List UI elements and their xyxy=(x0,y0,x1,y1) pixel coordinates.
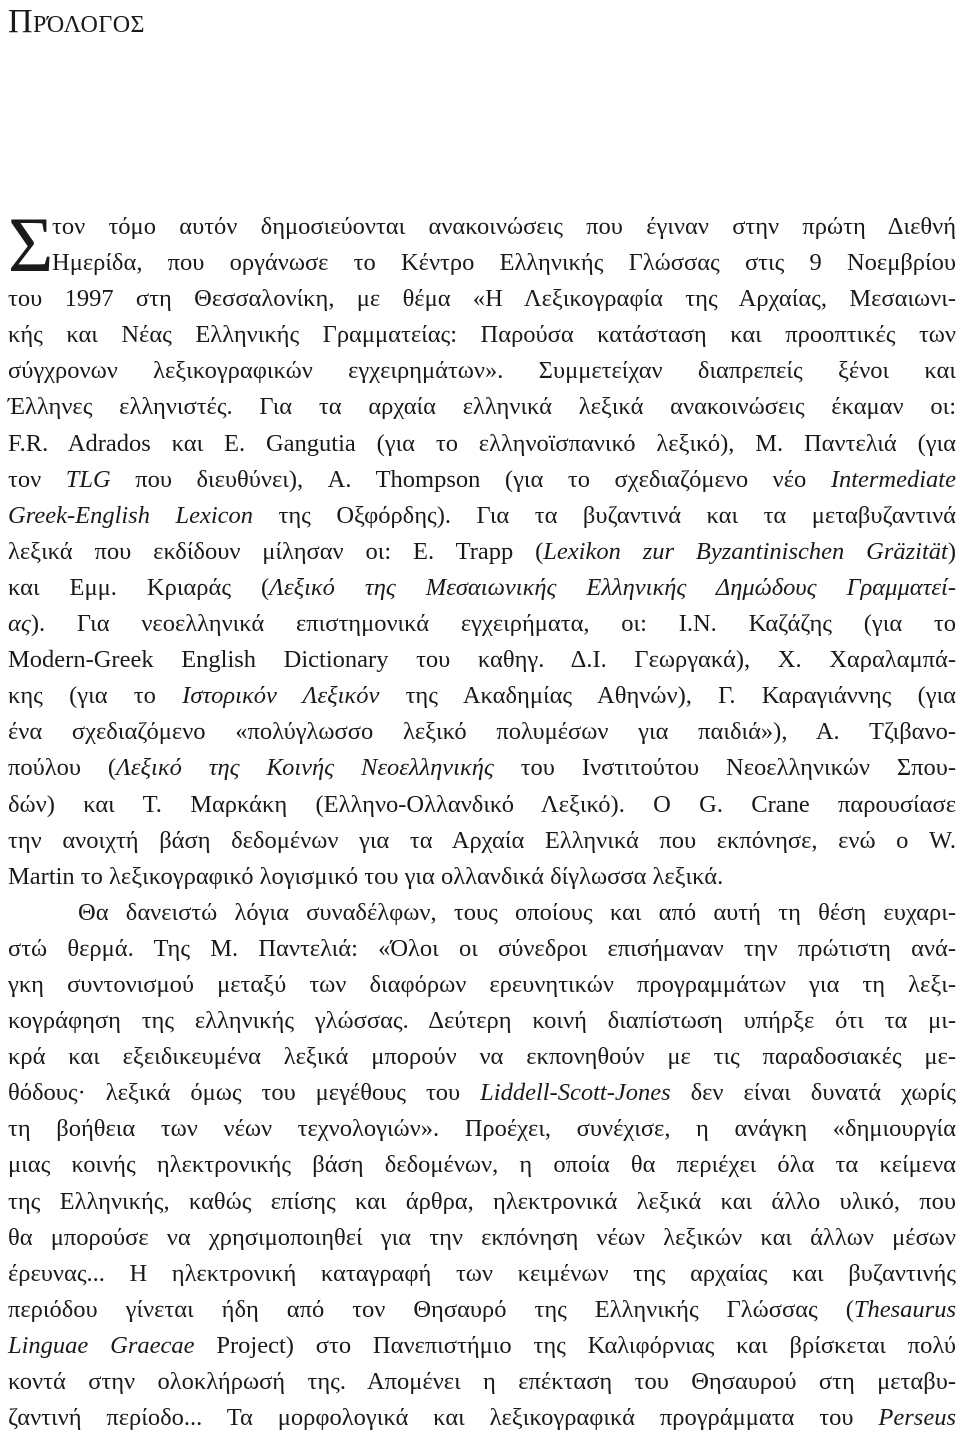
text-run: λεξικά που εκδίδουν μίλησαν οι: E. Trapp ( xyxy=(8,537,544,565)
text-line xyxy=(8,1075,956,1111)
text-run: που διευθύνει), A. Thompson (για το σχεδιαζόμενο νέο xyxy=(110,465,831,493)
text-line xyxy=(8,895,956,931)
text-line xyxy=(8,1184,956,1220)
text-line xyxy=(8,498,956,534)
text-line xyxy=(8,1220,956,1256)
text-run: ζαντινή περίοδο... Τα μορφολογικά και λεξικογραφικά προγράμματα του xyxy=(8,1404,879,1432)
text-line xyxy=(8,787,956,823)
text-run: κρά και εξειδικευμένα λεξικά μπορούν να εκπονηθούν με τις παραδοσιακές με- xyxy=(8,1043,956,1071)
text-run: κοντά στην ολοκλήρωσή της. Απομένει η επέκταση του Θησαυρού στη μεταβυ- xyxy=(8,1368,956,1395)
text-line xyxy=(8,967,956,1003)
text-line xyxy=(8,859,956,895)
text-run: κογράφηση της ελληνικής γλώσσας. Δεύτερη κοινή διαπίστωση υπήρξε ότι τα μι- xyxy=(8,1007,956,1035)
text-line xyxy=(8,462,956,498)
italic-text: Greek-English Lexicon xyxy=(8,501,254,529)
text-run: γκη συντονισμού μεταξύ των διαφόρων ερευνητικών προγραμμάτων για τη λεξι- xyxy=(8,970,956,998)
text-line xyxy=(8,389,956,425)
italic-text: Ιστορικόν Λεξικόν xyxy=(182,682,380,710)
text-line xyxy=(8,245,956,281)
text-run: σύγχρονων λεξικογραφικών εγχειρημάτων». Συμμετείχαν διαπρεπείς ξένοι και xyxy=(8,357,956,385)
text-run: F.R. Adrados και E. Gangutia (για το ελληνοϊσπανικό λεξικό), Μ. Παντελιά (για xyxy=(8,429,956,457)
drop-cap: Σ xyxy=(8,201,54,288)
text-line xyxy=(8,1292,956,1328)
italic-text: Λεξικό της Μεσαιωνικής Ελληνικής Δημώδους Γραμματεί- xyxy=(269,573,956,601)
text-line xyxy=(8,714,956,750)
italic-text: ας xyxy=(8,610,31,638)
text-line xyxy=(8,209,956,245)
text-run: δεν είναι δυνατά χωρίς xyxy=(670,1079,956,1107)
italic-text: Intermediate xyxy=(830,465,956,493)
text-run: ) xyxy=(947,537,957,565)
text-line xyxy=(8,570,956,606)
italic-text: Λεξικό της Κοινής Νεοελληνικής xyxy=(116,754,494,782)
text-line xyxy=(8,750,956,786)
text-line xyxy=(8,281,956,317)
text-line xyxy=(8,1364,956,1400)
text-run: του 1997 στη Θεσσαλονίκη, με θέμα «Η Λεξικογραφία της Αρχαίας, Μεσαιωνι- xyxy=(8,285,956,313)
text-run: ένα σχεδιαζόμενο «πολύγλωσσο λεξικό πολυμέσων για παιδιά»), Α. Τζιβανο- xyxy=(8,718,956,746)
text-line xyxy=(8,1328,956,1364)
italic-text: Linguae Graecae xyxy=(8,1331,195,1359)
text-run: περιόδου γίνεται ήδη από τον Θησαυρό της Ελληνικής Γλώσσας ( xyxy=(8,1295,854,1323)
text-run: Έλληνες ελληνιστές. Για τα αρχαία ελληνικά λεξικά ανακοινώσεις έκαμαν οι: xyxy=(8,393,956,421)
text-line xyxy=(8,1039,956,1075)
text-run: ). Για νεοελληνικά επιστημονικά εγχειρήματα, οι: Ι.Ν. Καζάζης (για το xyxy=(30,610,956,638)
text-run: θα μπορούσε να χρησιμοποιηθεί για την εκπόνηση νέων λεξικών και άλλων μέσων xyxy=(8,1223,956,1251)
text-run: Martin το λεξικογραφικό λογισμικό του για ολλανδικά δίγλωσσα λεξικά. xyxy=(8,862,724,890)
text-run: Modern-Greek English Dictionary του καθηγ. Δ.Ι. Γεωργακά), Χ. Χαραλαμπά- xyxy=(8,646,956,674)
text-line xyxy=(8,1256,956,1292)
text-run: κης (για το xyxy=(8,682,183,710)
text-run: και Εμμ. Κριαράς ( xyxy=(8,573,270,601)
text-run: της Ακαδημίας Αθηνών), Γ. Καραγιάννης (για xyxy=(379,682,957,710)
italic-text: TLG xyxy=(65,465,111,493)
text-run: τον xyxy=(8,465,66,493)
text-line xyxy=(8,642,956,678)
text-run: την ανοιχτή βάση δεδομένων για τα Αρχαία Ελληνικά που εκπόνησε, ενώ ο W. xyxy=(8,826,956,854)
text-run: μιας κοινής ηλεκτρονικής βάση δεδομένων, η οποία θα περιέχει όλα τα κείμενα xyxy=(8,1151,956,1179)
text-line xyxy=(8,1003,956,1039)
text-line xyxy=(8,1400,956,1436)
text-run: Project) στο Πανεπιστήμιο της Καλιφόρνιας και βρίσκεται πολύ xyxy=(194,1331,956,1359)
text-run: Ημερίδα, που οργάνωσε το Κέντρο Ελληνικής Γλώσσας στις 9 Νοεμβρίου xyxy=(52,249,956,277)
text-line xyxy=(8,606,956,642)
text-run: τον τόμο αυτόν δημοσιεύονται ανακοινώσεις που έγιναν στην πρώτη Διεθνή xyxy=(52,213,956,240)
text-line xyxy=(8,534,956,570)
text-line xyxy=(8,931,956,967)
text-run: έρευνας... Η ηλεκτρονική καταγραφή των κειμένων της αρχαίας και βυζαντινής xyxy=(8,1259,956,1287)
text-run: πούλου ( xyxy=(8,754,117,782)
text-line xyxy=(8,353,956,389)
text-run: στώ θερμά. Της Μ. Παντελιά: «Όλοι οι σύνεδροι επισήμαναν την πρώτιστη ανά- xyxy=(8,934,956,962)
text-line xyxy=(8,1147,956,1183)
page-title: Πρόλογος xyxy=(8,3,146,40)
text-line xyxy=(8,317,956,353)
text-run: κής και Νέας Ελληνικής Γραμματείας: Παρούσα κατάσταση και προοπτικές των xyxy=(8,321,956,349)
italic-text: Liddell-Scott-Jones xyxy=(480,1079,671,1107)
text-line xyxy=(8,426,956,462)
text-line xyxy=(8,678,956,714)
text-line xyxy=(8,1111,956,1147)
italic-text: Lexikon zur Byzantinischen Gräzität xyxy=(543,537,948,565)
italic-text: Thesaurus xyxy=(853,1295,956,1323)
text-run: θόδους· λεξικά όμως του μεγέθους του xyxy=(8,1079,481,1107)
text-run: Θα δανειστώ λόγια συναδέλφων, τους οποίους και από αυτή τη θέση ευχαρι- xyxy=(78,898,956,926)
body-text xyxy=(8,201,957,1436)
text-run: δών) και Τ. Μαρκάκη (Ελληνο-Ολλανδικό Λεξικό). O G. Crane παρουσίασε xyxy=(8,790,956,818)
text-run: της Οξφόρδης). Για τα βυζαντινά και τα μεταβυζαντινά xyxy=(253,501,956,529)
text-line xyxy=(8,823,956,859)
text-run: τη βοήθεια των νέων τεχνολογιών». Προέχει, συνέχισε, η ανάγκη «δημιουργία xyxy=(8,1115,956,1143)
text-run: του Ινστιτούτου Νεοελληνικών Σπου- xyxy=(493,754,956,782)
text-run: της Ελληνικής, καθώς επίσης και άρθρα, ηλεκτρονικά λεξικά και άλλο υλικό, που xyxy=(8,1187,956,1215)
italic-text: Perseus xyxy=(878,1404,956,1432)
